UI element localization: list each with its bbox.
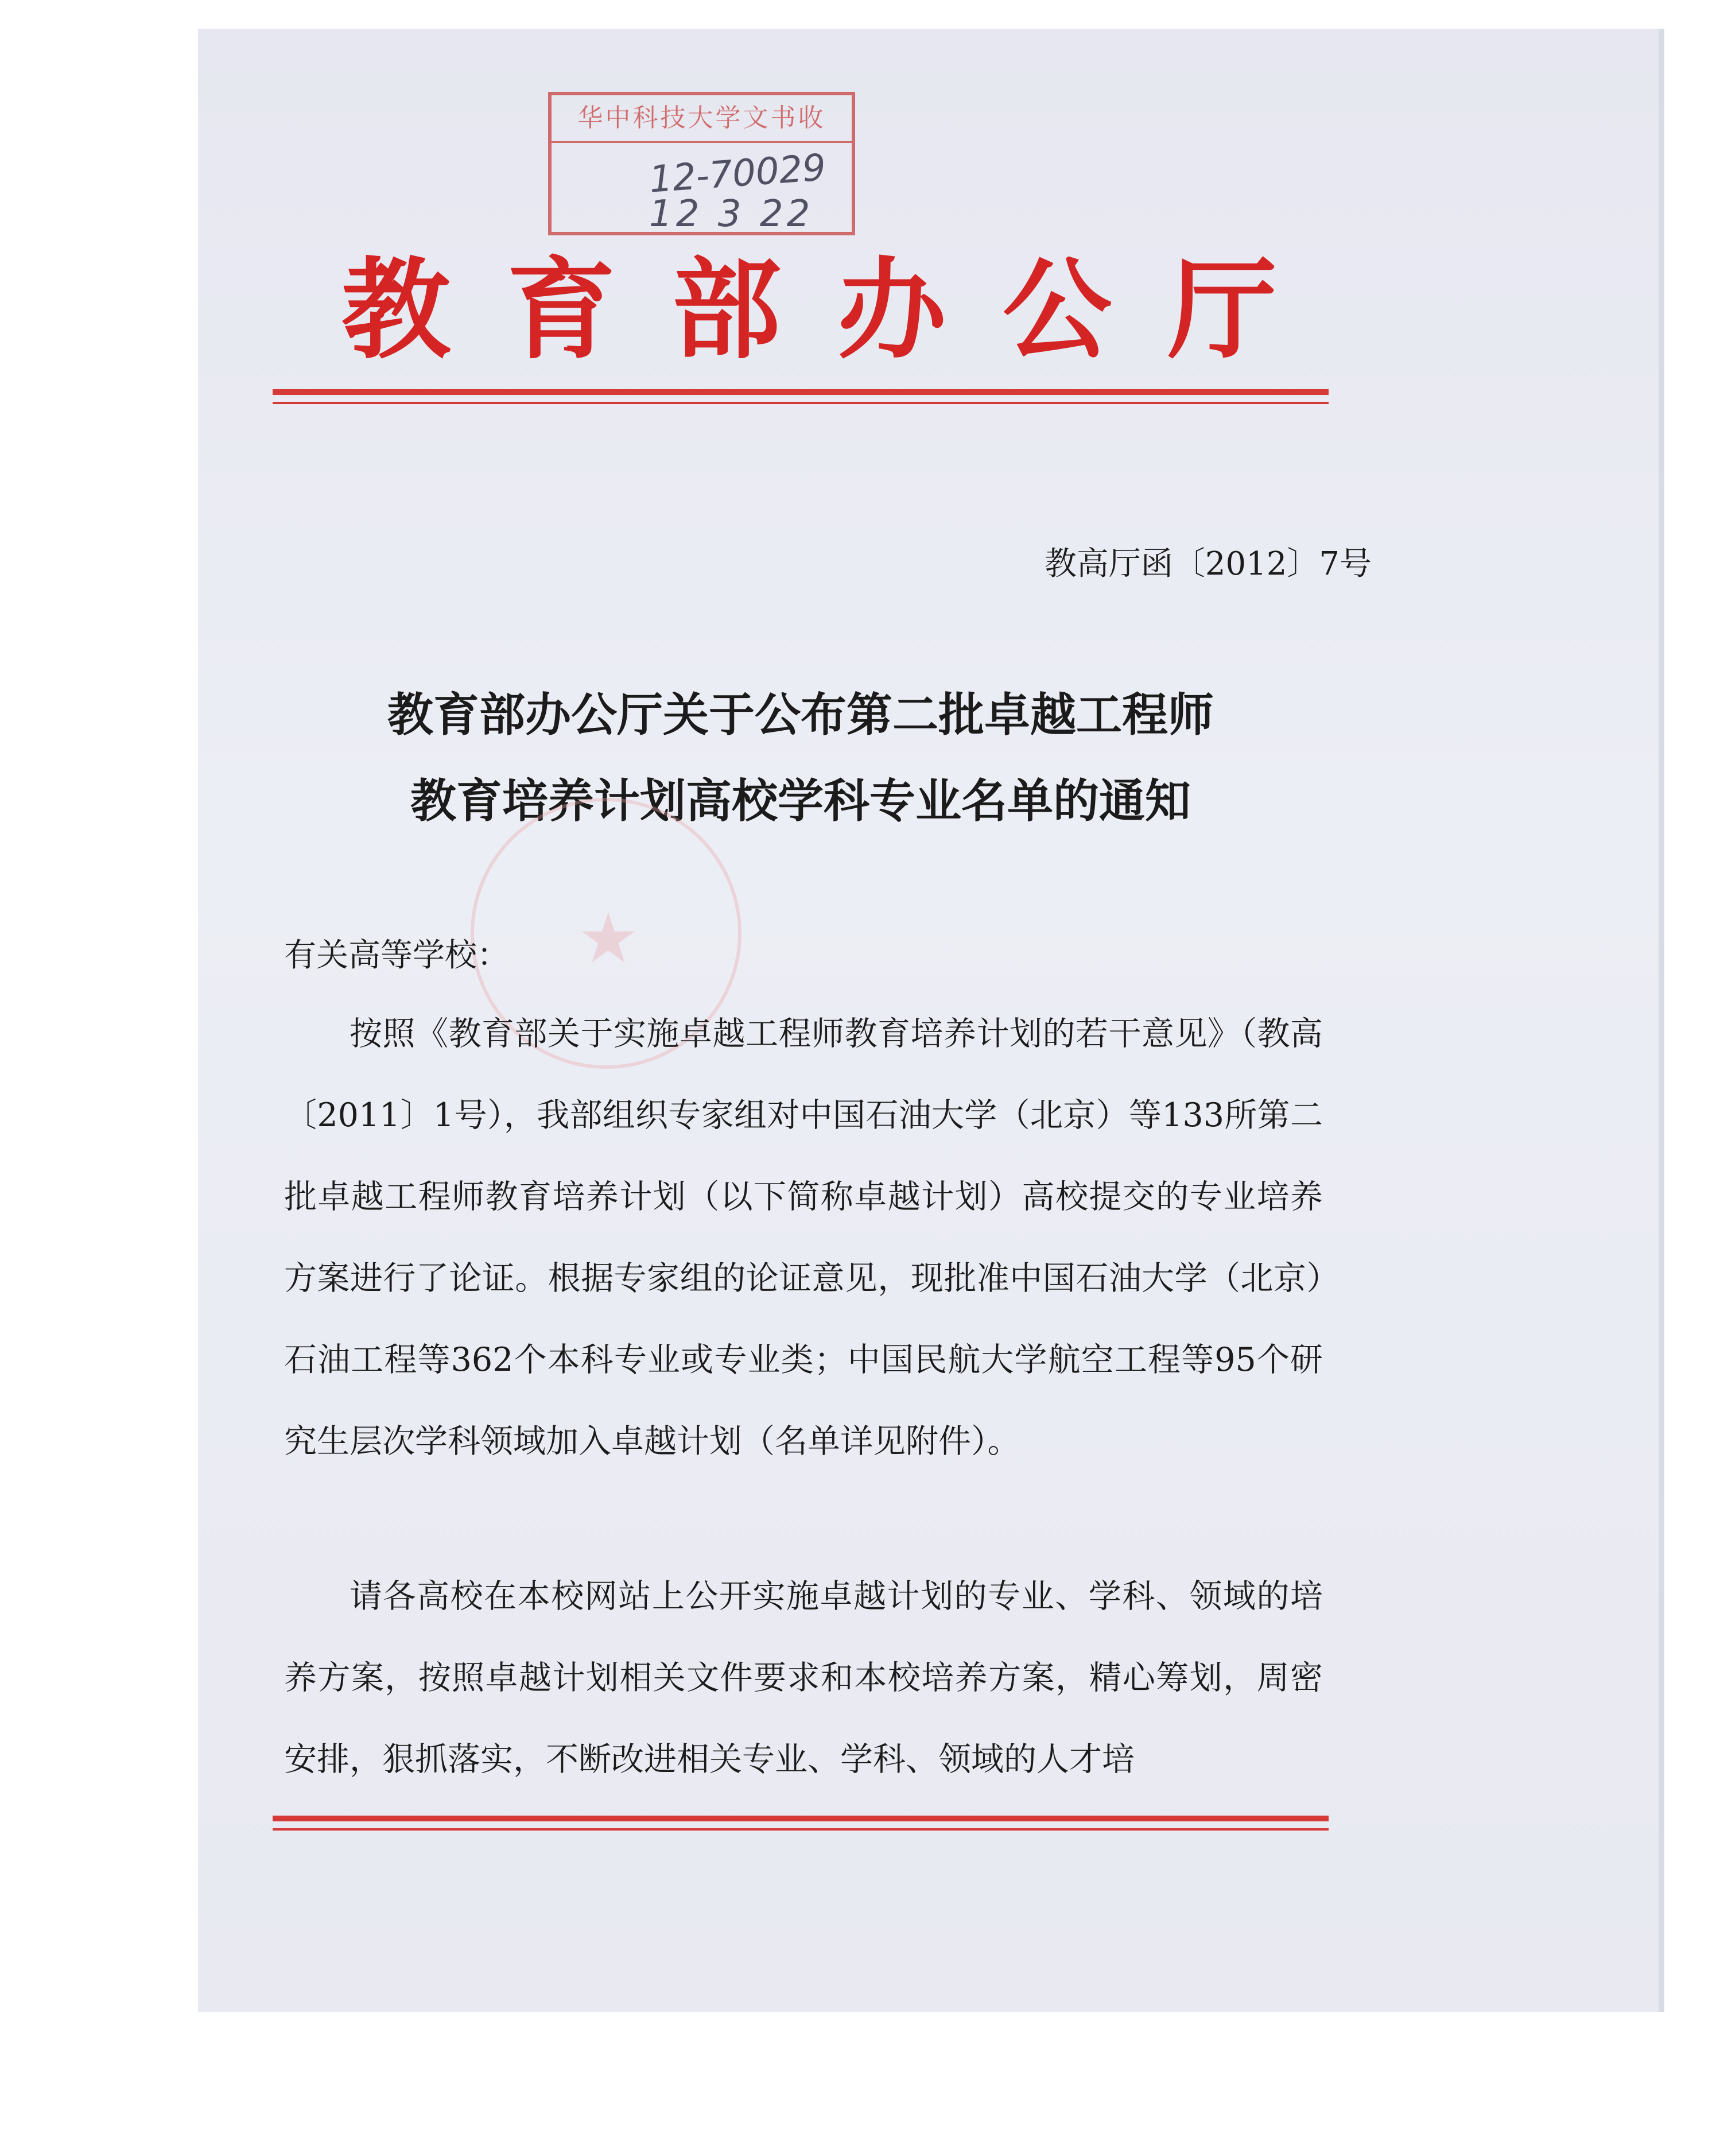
org-char: 厅 bbox=[1167, 246, 1277, 374]
org-char: 教 bbox=[341, 246, 451, 374]
org-char: 公 bbox=[1002, 246, 1112, 374]
stamp-date: 12 3 22 bbox=[649, 193, 814, 235]
document-title bbox=[273, 672, 1329, 844]
org-char: 办 bbox=[837, 246, 946, 374]
salutation: 有关高等学校： bbox=[284, 937, 509, 974]
body-paragraph-1: 按照《教育部关于实施卓越工程师教育培养计划的若干意见》（教高〔2011〕1号），我部组织专家组对中国石油大学（北京）等133所第二批卓越工程师教育培养计划（以下简称卓越计划）高校提交的专业培养方案进行了论证。根据专家组的论证意见，现批准中国石油大学（北京）石油工程等362个本科专业或专业类；中国民航大学航空工程等95个研究生层次学科领域加入卓越计划（名单详见附件）。 bbox=[284, 1015, 1323, 1460]
org-char: 育 bbox=[506, 246, 616, 374]
paper-edge bbox=[1659, 29, 1664, 2012]
header-rule-thin bbox=[273, 402, 1329, 404]
stamp-header: 华中科技大学文书收 bbox=[552, 95, 852, 143]
body-paragraph-2: 请各高校在本校网站上公开实施卓越计划的专业、学科、领域的培养方案，按照卓越计划相关文件要求和本校培养方案，精心筹划，周密安排，狠抓落实，不断改进相关专业、学科、领域的人才培 bbox=[284, 1577, 1323, 1778]
footer-rule-thick bbox=[273, 1816, 1329, 1821]
seal-star-icon: ★ bbox=[577, 899, 639, 979]
footer-rule-thin bbox=[273, 1828, 1329, 1831]
title-line-2: 教育培养计划高校学科专业名单的通知 bbox=[410, 774, 1191, 828]
receipt-stamp bbox=[548, 92, 855, 235]
issuing-organization bbox=[341, 247, 1277, 373]
document-number: 教高厅函〔2012〕7号 bbox=[1044, 545, 1372, 583]
header-rule-thick bbox=[273, 389, 1329, 395]
org-char: 部 bbox=[671, 246, 781, 374]
stamp-number: 12-70029 bbox=[647, 146, 828, 201]
title-line-1: 教育部办公厅关于公布第二批卓越工程师 bbox=[387, 688, 1214, 742]
